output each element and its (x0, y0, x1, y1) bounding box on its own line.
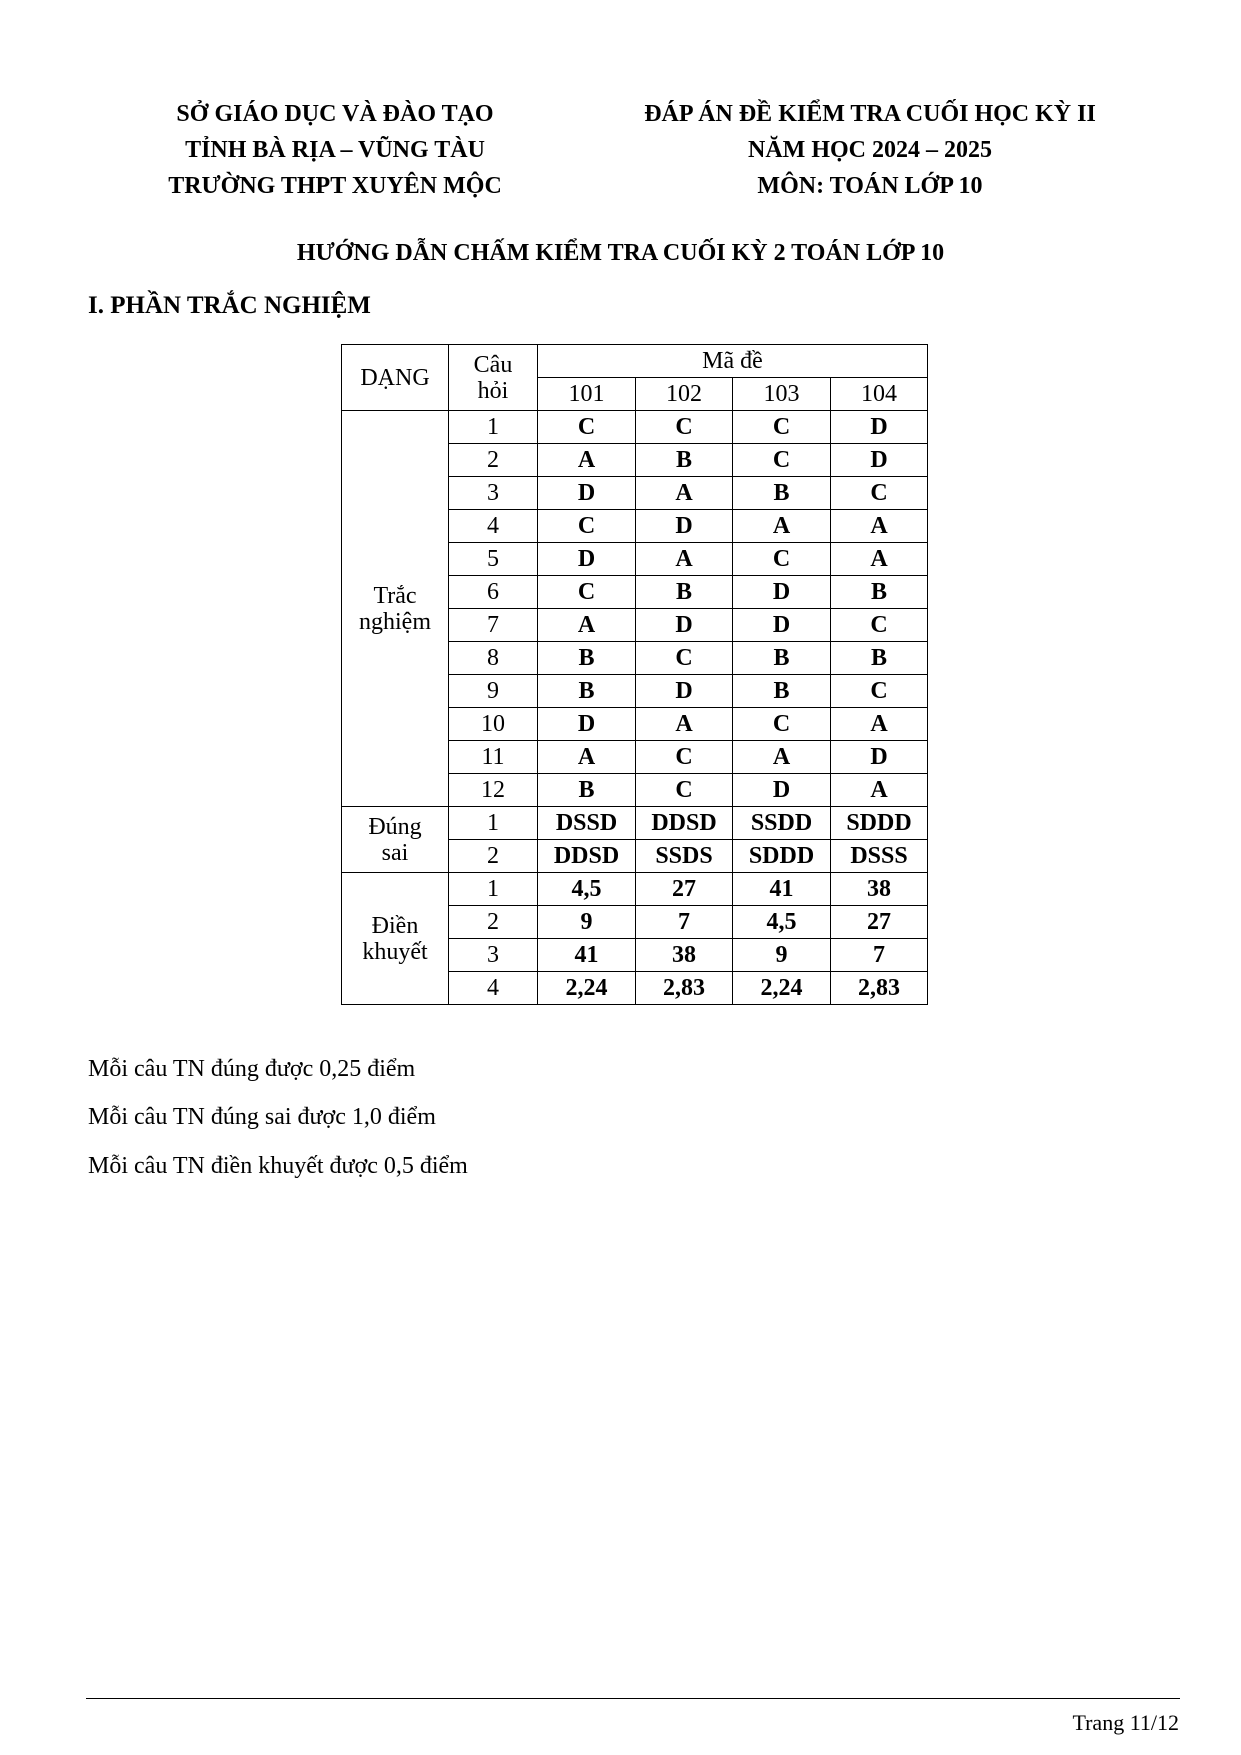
question-number: 5 (449, 543, 538, 576)
answer-cell: A (636, 477, 733, 510)
question-number: 1 (449, 411, 538, 444)
answer-cell: D (831, 444, 928, 477)
question-number: 2 (449, 906, 538, 939)
question-number: 10 (449, 708, 538, 741)
answer-cell: C (636, 642, 733, 675)
answer-cell: 2,24 (538, 972, 636, 1005)
group-label-line: Điền (371, 912, 419, 939)
question-number: 9 (449, 675, 538, 708)
answer-cell: 38 (831, 873, 928, 906)
header-code-104: 104 (831, 378, 928, 411)
answer-cell: B (831, 576, 928, 609)
question-number: 2 (449, 444, 538, 477)
answer-cell: 2,83 (831, 972, 928, 1005)
header-left-line-3: TRƯỜNG THPT XUYÊN MỘC (168, 173, 502, 199)
answer-cell: 9 (733, 939, 831, 972)
group-label-line: sai (381, 839, 409, 866)
answer-cell: D (733, 609, 831, 642)
group-label (342, 873, 449, 1005)
answer-cell: B (538, 642, 636, 675)
answer-cell: D (831, 411, 928, 444)
question-number: 1 (449, 807, 538, 840)
answer-cell: 7 (831, 939, 928, 972)
answer-cell: DSSS (831, 840, 928, 873)
question-number: 4 (449, 972, 538, 1005)
question-number: 3 (449, 939, 538, 972)
header-cau-hoi-line-2: hỏi (477, 377, 509, 404)
header-code-103: 103 (733, 378, 831, 411)
header-right-line-1: ĐÁP ÁN ĐỀ KIỂM TRA CUỐI HỌC KỲ II (644, 101, 1096, 127)
group-label-line: nghiệm (359, 608, 431, 635)
answer-cell: A (636, 708, 733, 741)
question-number: 12 (449, 774, 538, 807)
answer-cell: D (538, 543, 636, 576)
answer-cell: 27 (636, 873, 733, 906)
answer-cell: SSDD (733, 807, 831, 840)
note-1: Mỗi câu TN đúng được 0,25 điểm (88, 1056, 416, 1082)
answer-cell: D (538, 477, 636, 510)
question-number: 6 (449, 576, 538, 609)
answer-cell: SSDS (636, 840, 733, 873)
answer-cell: 4,5 (538, 873, 636, 906)
answer-cell: A (538, 444, 636, 477)
answer-cell: A (538, 741, 636, 774)
question-number: 7 (449, 609, 538, 642)
answer-cell: A (831, 543, 928, 576)
header-right-line-3: MÔN: TOÁN LỚP 10 (757, 173, 983, 199)
header-cau-hoi (449, 345, 538, 411)
answer-cell: C (831, 675, 928, 708)
answer-cell: D (831, 741, 928, 774)
group-label-line: khuyết (362, 938, 428, 965)
note-2: Mỗi câu TN đúng sai được 1,0 điểm (88, 1104, 436, 1130)
answer-cell: A (831, 774, 928, 807)
answer-cell: C (636, 741, 733, 774)
answer-cell: 27 (831, 906, 928, 939)
header-right (600, 96, 1140, 204)
answer-cell: DDSD (636, 807, 733, 840)
header-right-line-2: NĂM HỌC 2024 – 2025 (748, 137, 992, 163)
table-header-row-1 (342, 345, 928, 378)
answer-cell: B (733, 642, 831, 675)
note-3: Mỗi câu TN điền khuyết được 0,5 điểm (88, 1153, 468, 1179)
answer-cell: C (831, 609, 928, 642)
group-label-line: Trắc (373, 582, 417, 609)
page-number: Trang 11/12 (1072, 1710, 1179, 1735)
table-row (342, 873, 928, 906)
group-label (342, 807, 449, 873)
table-row (342, 807, 928, 840)
answer-cell: D (733, 576, 831, 609)
answer-cell: C (538, 411, 636, 444)
answer-cell: A (733, 510, 831, 543)
answer-cell: C (636, 774, 733, 807)
section-heading: I. PHẦN TRẮC NGHIỆM (88, 292, 371, 319)
answer-cell: C (733, 708, 831, 741)
header-left (120, 96, 550, 204)
answer-cell: SDDD (733, 840, 831, 873)
answer-cell: DDSD (538, 840, 636, 873)
answer-cell: B (733, 477, 831, 510)
answer-cell: 7 (636, 906, 733, 939)
question-number: 11 (449, 741, 538, 774)
footer-divider (86, 1698, 1180, 1699)
header-code-101: 101 (538, 378, 636, 411)
answer-cell: 41 (538, 939, 636, 972)
answer-cell: 9 (538, 906, 636, 939)
answer-cell: A (831, 510, 928, 543)
question-number: 4 (449, 510, 538, 543)
question-number: 2 (449, 840, 538, 873)
answer-table (341, 344, 928, 1005)
answer-cell: B (636, 576, 733, 609)
answer-cell: A (733, 741, 831, 774)
answer-cell: 38 (636, 939, 733, 972)
answer-cell: C (733, 444, 831, 477)
table-row (342, 411, 928, 444)
answer-cell: D (733, 774, 831, 807)
answer-cell: C (733, 411, 831, 444)
answer-cell: D (636, 510, 733, 543)
answer-cell: 4,5 (733, 906, 831, 939)
answer-cell: D (538, 708, 636, 741)
answer-cell: D (636, 609, 733, 642)
document-title: HƯỚNG DẪN CHẤM KIỂM TRA CUỐI KỲ 2 TOÁN LỚP 10 (296, 240, 945, 266)
answer-cell: 2,24 (733, 972, 831, 1005)
question-number: 3 (449, 477, 538, 510)
answer-cell: A (538, 609, 636, 642)
answer-cell: 2,83 (636, 972, 733, 1005)
header-left-line-1: SỞ GIÁO DỤC VÀ ĐÀO TẠO (176, 101, 494, 127)
header-dang: DẠNG (342, 345, 449, 411)
group-label-line: Đúng (368, 813, 422, 840)
answer-cell: C (733, 543, 831, 576)
answer-cell: B (538, 774, 636, 807)
answer-cell: C (831, 477, 928, 510)
answer-cell: C (636, 411, 733, 444)
answer-cell: SDDD (831, 807, 928, 840)
question-number: 1 (449, 873, 538, 906)
answer-cell: C (538, 510, 636, 543)
answer-cell: A (831, 708, 928, 741)
answer-cell: B (831, 642, 928, 675)
answer-cell: DSSD (538, 807, 636, 840)
answer-cell: 41 (733, 873, 831, 906)
answer-cell: B (538, 675, 636, 708)
answer-cell: C (538, 576, 636, 609)
answer-cell: B (636, 444, 733, 477)
answer-cell: D (636, 675, 733, 708)
header-cau-hoi-line-1: Câu (473, 351, 513, 378)
header-left-line-2: TỈNH BÀ RỊA – VŨNG TÀU (185, 137, 485, 163)
group-label (342, 411, 449, 807)
answer-cell: B (733, 675, 831, 708)
header-ma-de: Mã đề (538, 345, 928, 378)
question-number: 8 (449, 642, 538, 675)
header-code-102: 102 (636, 378, 733, 411)
answer-cell: A (636, 543, 733, 576)
